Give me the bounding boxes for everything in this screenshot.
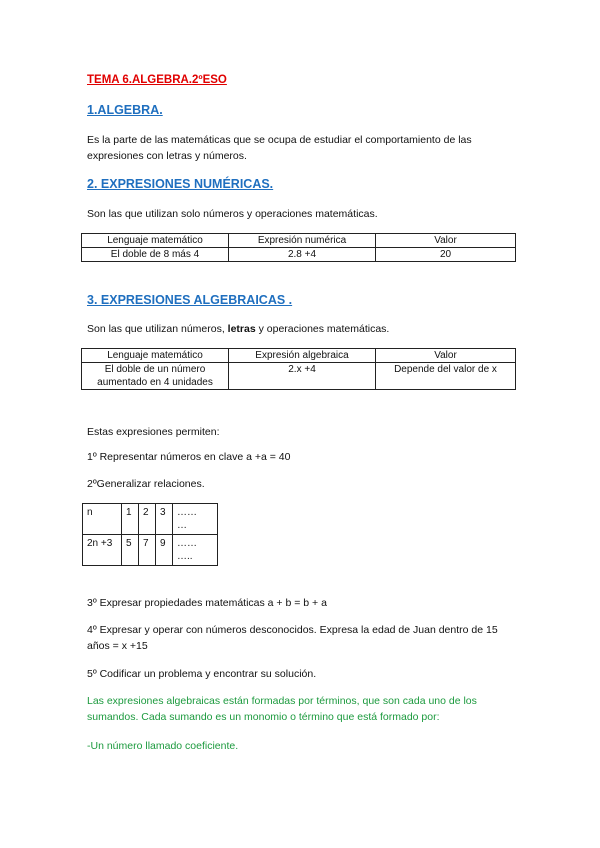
table-row bbox=[83, 535, 218, 566]
page-title: TEMA 6.ALGEBRA.2ºESO bbox=[87, 74, 227, 86]
algebraic-text-c: y operaciones matemáticas. bbox=[255, 323, 390, 335]
cell-line: … bbox=[177, 520, 187, 531]
table-header: Expresión numérica bbox=[229, 234, 376, 248]
table-header: Valor bbox=[376, 234, 516, 248]
item-2: 2ºGeneralizar relaciones. bbox=[87, 478, 205, 490]
permiten-text: Estas expresiones permiten: bbox=[87, 426, 220, 438]
table-cell: 5 bbox=[122, 535, 139, 566]
item-5: 5º Codificar un problema y encontrar su solución. bbox=[87, 668, 317, 680]
table-row bbox=[82, 363, 516, 390]
relations-table bbox=[82, 503, 218, 566]
algebraic-definition bbox=[87, 321, 389, 337]
table-cell: 2n +3 bbox=[83, 535, 122, 566]
table-cell: 2.x +4 bbox=[229, 363, 376, 390]
table-header: Expresión algebraica bbox=[229, 349, 376, 363]
item-4 bbox=[87, 622, 498, 654]
terms-line2: sumandos. Cada sumando es un monomio o término que está formado por: bbox=[87, 711, 440, 723]
table-cell: 7 bbox=[139, 535, 156, 566]
table-cell: El doble de 8 más 4 bbox=[82, 248, 229, 262]
terms-paragraph bbox=[87, 693, 477, 725]
table-row bbox=[82, 248, 516, 262]
cell-line: …… bbox=[177, 538, 197, 549]
table-cell bbox=[173, 504, 218, 535]
heading-numeric-expressions: 2. EXPRESIONES NUMÉRICAS. bbox=[87, 177, 274, 191]
algebra-text-line1: Es la parte de las matemáticas que se ocupa de estudiar el comportamiento de las bbox=[87, 134, 472, 146]
cell-line: ….. bbox=[177, 551, 193, 562]
table-header-row bbox=[82, 234, 516, 248]
table-header: Lenguaje matemático bbox=[82, 234, 229, 248]
table-header: Lenguaje matemático bbox=[82, 349, 229, 363]
table-cell: Depende del valor de x bbox=[376, 363, 516, 390]
numeric-definition: Son las que utilizan solo números y operaciones matemáticas. bbox=[87, 208, 378, 220]
item-4-line1: 4º Expresar y operar con números desconocidos. Expresa la edad de Juan dentro de 15 bbox=[87, 624, 498, 636]
heading-algebra: 1.ALGEBRA. bbox=[87, 103, 163, 117]
coefficient-line: -Un número llamado coeficiente. bbox=[87, 740, 239, 752]
table-cell bbox=[82, 363, 229, 390]
cell-line: …… bbox=[177, 507, 197, 518]
table-cell: 3 bbox=[156, 504, 173, 535]
table-cell: 1 bbox=[122, 504, 139, 535]
item-1: 1º Representar números en clave a +a = 40 bbox=[87, 451, 291, 463]
table-header: Valor bbox=[376, 349, 516, 363]
heading-algebraic-expressions: 3. EXPRESIONES ALGEBRAICAS . bbox=[87, 293, 293, 307]
table-cell: 2.8 +4 bbox=[229, 248, 376, 262]
table-header-row bbox=[82, 349, 516, 363]
cell-line: El doble de un número bbox=[104, 364, 206, 375]
table-cell bbox=[173, 535, 218, 566]
algebra-definition bbox=[87, 132, 472, 164]
algebraic-table bbox=[81, 348, 516, 390]
table-cell: 9 bbox=[156, 535, 173, 566]
cell-line: aumentado en 4 unidades bbox=[97, 377, 213, 388]
table-cell: 2 bbox=[139, 504, 156, 535]
algebra-text-line2: expresiones con letras y números. bbox=[87, 150, 247, 162]
terms-line1: Las expresiones algebraicas están formadas por términos, que son cada uno de los bbox=[87, 695, 477, 707]
item-4-line2: años = x +15 bbox=[87, 640, 148, 652]
item-3: 3º Expresar propiedades matemáticas a + b = b + a bbox=[87, 597, 327, 609]
table-row bbox=[83, 504, 218, 535]
algebraic-text-a: Son las que utilizan números, bbox=[87, 323, 228, 335]
table-cell: 20 bbox=[376, 248, 516, 262]
algebraic-text-letters: letras bbox=[227, 323, 256, 335]
numeric-table bbox=[81, 233, 516, 262]
table-cell: n bbox=[83, 504, 122, 535]
